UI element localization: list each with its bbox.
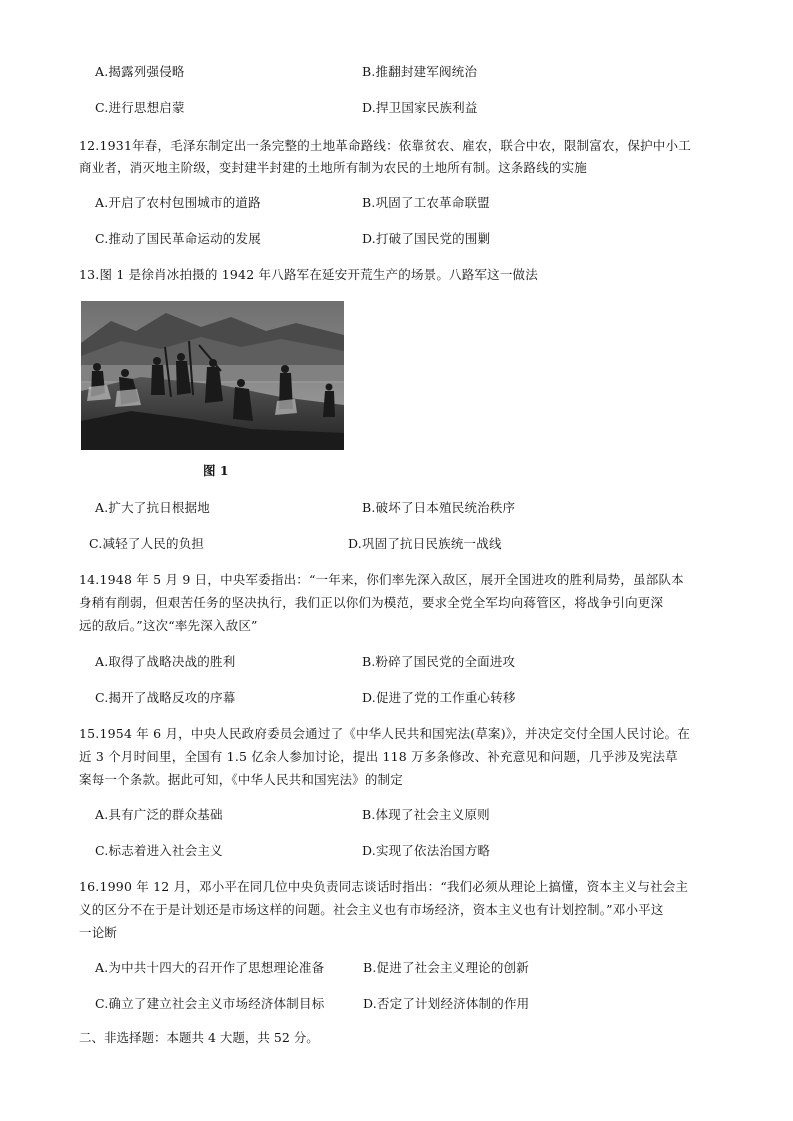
q16-stem-line-3: 一论断: [79, 925, 118, 940]
q15-option-c: C.标志着进入社会主义: [95, 843, 223, 858]
figure-1-caption: 图 1: [203, 463, 229, 478]
q12-option-a: A.开启了农村包围城市的道路: [95, 195, 261, 210]
q15-stem-line-2: 近 3 个月时间里，全国有 1.5 亿余人参加讨论，提出 118 万多条修改、补充意见和问题，几乎涉及宪法草: [79, 749, 678, 764]
q11-option-c: C.进行思想启蒙: [95, 100, 185, 115]
q16-stem-line-2: 义的区分不在于是计划还是市场这样的问题。社会主义也有市场经济，资本主义也有计划控制。”邓小平这: [79, 902, 664, 917]
q13-option-c: C.减轻了人民的负担: [89, 536, 205, 551]
q12-stem-line-1: 12.1931年春，毛泽东制定出一条完整的土地革命路线：依靠贫农、雇农，联合中农，限制富农，保护中小工: [79, 138, 691, 153]
q14-option-a: A.取得了战略决战的胜利: [95, 654, 236, 669]
q14-option-b: B.粉碎了国民党的全面进攻: [362, 654, 516, 669]
q13-stem-line-1: 13.图 1 是徐肖冰拍摄的 1942 年八路军在延安开荒生产的场景。八路军这一做法: [79, 267, 538, 282]
q15-stem-line-3: 案每一个条款。据此可知，《中华人民共和国宪法》的制定: [79, 772, 403, 787]
q11-option-b: B.推翻封建军阀统治: [362, 64, 478, 79]
q13-option-b: B.破坏了日本殖民统治秩序: [362, 500, 516, 515]
q16-stem-line-1: 16.1990 年 12 月，邓小平在同几位中央负责同志谈话时指出：“我们必须从理论上搞懂，资本主义与社会主: [79, 879, 689, 894]
q14-option-d: D.促进了党的工作重心转移: [362, 690, 516, 705]
q12-option-b: B.巩固了工农革命联盟: [362, 195, 490, 210]
q12-option-c: C.推动了国民革命运动的发展: [95, 231, 261, 246]
q16-option-b: B.促进了社会主义理论的创新: [363, 960, 529, 975]
q15-option-d: D.实现了依法治国方略: [362, 843, 491, 858]
q11-option-d: D.捍卫国家民族利益: [362, 100, 478, 115]
q16-option-d: D.否定了计划经济体制的作用: [363, 996, 530, 1011]
q13-option-d: D.巩固了抗日民族统一战线: [348, 536, 502, 551]
q14-stem-line-1: 14.1948 年 5 月 9 日，中央军委指出：“一年来，你们率先深入敌区，展开全国进攻的胜利局势，虽部队本: [79, 572, 684, 587]
q15-stem-line-1: 15.1954 年 6 月，中央人民政府委员会通过了《中华人民共和国宪法(草案)》，并决定交付全国人民讨论。在: [79, 726, 691, 741]
q13-option-a: A.扩大了抗日根据地: [95, 500, 211, 515]
q12-option-d: D.打破了国民党的围剿: [362, 231, 491, 246]
section-heading-non-choice: 二、非选择题：本题共 4 大题，共 52 分。: [79, 1030, 319, 1045]
q16-option-c: C.确立了建立社会主义市场经济体制目标: [95, 996, 325, 1011]
q15-option-b: B.体现了社会主义原则: [362, 807, 490, 822]
q15-option-a: A.具有广泛的群众基础: [95, 807, 223, 822]
q16-option-a: A.为中共十四大的召开作了思想理论准备: [95, 960, 325, 975]
q12-stem-line-2: 商业者，消灭地主阶级，变封建半封建的土地所有制为农民的土地所有制。这条路线的实施: [79, 160, 588, 175]
q11-option-a: A.揭露列强侵略: [95, 64, 185, 79]
q14-stem-line-2: 身稍有削弱，但艰苦任务的坚决执行，我们正以你们为模范，要求全党全军均向蒋管区，将战争引向更深: [79, 595, 664, 610]
figure-1-photo: [81, 301, 344, 450]
farming-scene-illustration: [81, 301, 344, 450]
q14-option-c: C.揭开了战略反攻的序幕: [95, 690, 236, 705]
q14-stem-line-3: 远的敌后。”这次“率先深入敌区”: [79, 618, 258, 633]
